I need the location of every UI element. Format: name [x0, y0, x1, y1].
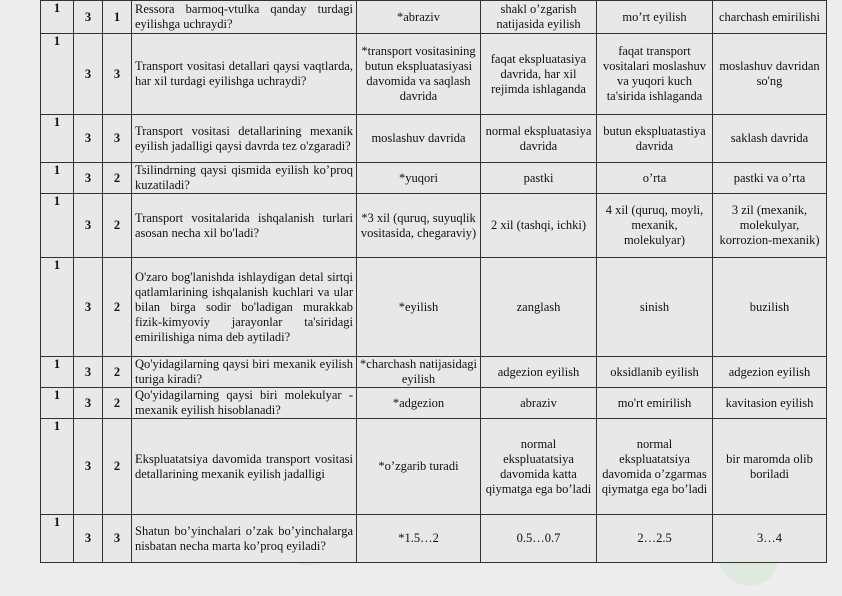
- question-number-cell: 1: [41, 163, 74, 194]
- difficulty-cell: 3: [74, 163, 103, 194]
- answer-correct-cell: *3 xil (quruq, suyuqlik vositasida, chegaraviy): [357, 194, 481, 258]
- question-row: [41, 34, 827, 115]
- answer-option-4-cell: pastki va o’rta: [713, 163, 827, 194]
- question-text-cell: Qo'yidagilarning qaysi biri molekulyar - mexanik eyilish hisoblanadi?: [132, 388, 357, 419]
- answer-option-4-cell: charchash emirilishi: [713, 1, 827, 34]
- answer-correct-cell: *o’zgarib turadi: [357, 419, 481, 515]
- question-number-cell: 1: [41, 1, 74, 34]
- level-cell: 3: [103, 115, 132, 163]
- question-text-cell: Qo'yidagilarning qaysi biri mexanik eyilish turiga kiradi?: [132, 357, 357, 388]
- question-row: [41, 115, 827, 163]
- answer-option-4-cell: adgezion eyilish: [713, 357, 827, 388]
- level-cell: 2: [103, 357, 132, 388]
- answer-option-3-cell: butun ekspluatastiya davrida: [597, 115, 713, 163]
- answer-option-3-cell: 4 xil (quruq, moyli, mexanik, molekulyar): [597, 194, 713, 258]
- answer-correct-cell: *charchash natijasidagi eyilish: [357, 357, 481, 388]
- level-cell: 3: [103, 515, 132, 563]
- question-row: [41, 419, 827, 515]
- question-row: [41, 258, 827, 357]
- question-row: [41, 388, 827, 419]
- answer-option-4-cell: moslashuv davridan so'ng: [713, 34, 827, 115]
- answer-option-2-cell: shakl o’zgarish natijasida eyilish: [481, 1, 597, 34]
- level-cell: 1: [103, 1, 132, 34]
- difficulty-cell: 3: [74, 388, 103, 419]
- question-number-cell: 1: [41, 515, 74, 563]
- answer-option-3-cell: faqat transport vositalari moslashuv va yuqori kuch ta'sirida ishlaganda: [597, 34, 713, 115]
- level-cell: 2: [103, 194, 132, 258]
- question-text-cell: Transport vositasi detallari qaysi vaqtlarda, har xil turdagi eyilishga uchraydi?: [132, 34, 357, 115]
- level-cell: 2: [103, 258, 132, 357]
- difficulty-cell: 3: [74, 1, 103, 34]
- difficulty-cell: 3: [74, 194, 103, 258]
- answer-correct-cell: *abraziv: [357, 1, 481, 34]
- answer-option-3-cell: normal ekspluatatsiya davomida o’zgarmas qiymatga ega bo’ladi: [597, 419, 713, 515]
- test-questions-table: [40, 0, 827, 563]
- answer-correct-cell: *yuqori: [357, 163, 481, 194]
- question-row: [41, 163, 827, 194]
- question-text-cell: Ekspluatatsiya davomida transport vositasi detallarining mexanik eyilish jadalligi: [132, 419, 357, 515]
- answer-option-4-cell: 3…4: [713, 515, 827, 563]
- answer-option-2-cell: adgezion eyilish: [481, 357, 597, 388]
- question-text-cell: Ressora barmoq-vtulka qanday turdagi eyilishga uchraydi?: [132, 1, 357, 34]
- answer-option-4-cell: kavitasion eyilish: [713, 388, 827, 419]
- answer-option-4-cell: buzilish: [713, 258, 827, 357]
- answer-option-4-cell: 3 zil (mexanik, molekulyar, korrozion-mexanik): [713, 194, 827, 258]
- question-text-cell: Transport vositasi detallarining mexanik eyilish jadalligi qaysi davrda tez o'zgaradi?: [132, 115, 357, 163]
- question-number-cell: 1: [41, 194, 74, 258]
- question-text-cell: Transport vositalarida ishqalanish turlari asosan necha xil bo'ladi?: [132, 194, 357, 258]
- difficulty-cell: 3: [74, 515, 103, 563]
- answer-option-3-cell: mo’rt eyilish: [597, 1, 713, 34]
- level-cell: 2: [103, 419, 132, 515]
- answer-correct-cell: *1.5…2: [357, 515, 481, 563]
- answer-option-3-cell: o’rta: [597, 163, 713, 194]
- level-cell: 3: [103, 34, 132, 115]
- answer-correct-cell: *transport vositasining butun ekspluatasiyasi davomida va saqlash davrida: [357, 34, 481, 115]
- answer-correct-cell: *eyilish: [357, 258, 481, 357]
- answer-option-2-cell: 0.5…0.7: [481, 515, 597, 563]
- answer-correct-cell: moslashuv davrida: [357, 115, 481, 163]
- answer-option-4-cell: bir maromda olib boriladi: [713, 419, 827, 515]
- question-number-cell: 1: [41, 357, 74, 388]
- question-number-cell: 1: [41, 388, 74, 419]
- difficulty-cell: 3: [74, 34, 103, 115]
- answer-option-2-cell: normal ekspluatasiya davrida: [481, 115, 597, 163]
- question-number-cell: 1: [41, 34, 74, 115]
- question-number-cell: 1: [41, 258, 74, 357]
- difficulty-cell: 3: [74, 357, 103, 388]
- answer-option-2-cell: normal ekspluatatsiya davomida katta qiymatga ega bo’ladi: [481, 419, 597, 515]
- difficulty-cell: 3: [74, 419, 103, 515]
- answer-option-3-cell: mo'rt emirilish: [597, 388, 713, 419]
- answer-option-3-cell: oksidlanib eyilish: [597, 357, 713, 388]
- level-cell: 2: [103, 388, 132, 419]
- question-text-cell: Tsilindrning qaysi qismida eyilish ko’proq kuzatiladi?: [132, 163, 357, 194]
- answer-option-2-cell: 2 xil (tashqi, ichki): [481, 194, 597, 258]
- answer-option-3-cell: sinish: [597, 258, 713, 357]
- question-number-cell: 1: [41, 115, 74, 163]
- answer-correct-cell: *adgezion: [357, 388, 481, 419]
- question-text-cell: O'zaro bog'lanishda ishlaydigan detal sirtqi qatlamlarining ishqalanish kuchlari va ular bilan birga sodir bo'ladigan murakkab fizik-kimyoviy jarayonlar ta'siridagi emirilishiga nima deb aytiladi?: [132, 258, 357, 357]
- answer-option-2-cell: abraziv: [481, 388, 597, 419]
- level-cell: 2: [103, 163, 132, 194]
- answer-option-2-cell: pastki: [481, 163, 597, 194]
- answer-option-4-cell: saklash davrida: [713, 115, 827, 163]
- question-row: [41, 194, 827, 258]
- question-row: [41, 1, 827, 34]
- difficulty-cell: 3: [74, 115, 103, 163]
- question-row: [41, 515, 827, 563]
- question-text-cell: Shatun bo’yinchalari o’zak bo’yinchalarga nisbatan necha marta ko’proq eyiladi?: [132, 515, 357, 563]
- question-row: [41, 357, 827, 388]
- answer-option-2-cell: faqat ekspluatasiya davrida, har xil rejimda ishlaganda: [481, 34, 597, 115]
- question-number-cell: 1: [41, 419, 74, 515]
- answer-option-3-cell: 2…2.5: [597, 515, 713, 563]
- answer-option-2-cell: zanglash: [481, 258, 597, 357]
- difficulty-cell: 3: [74, 258, 103, 357]
